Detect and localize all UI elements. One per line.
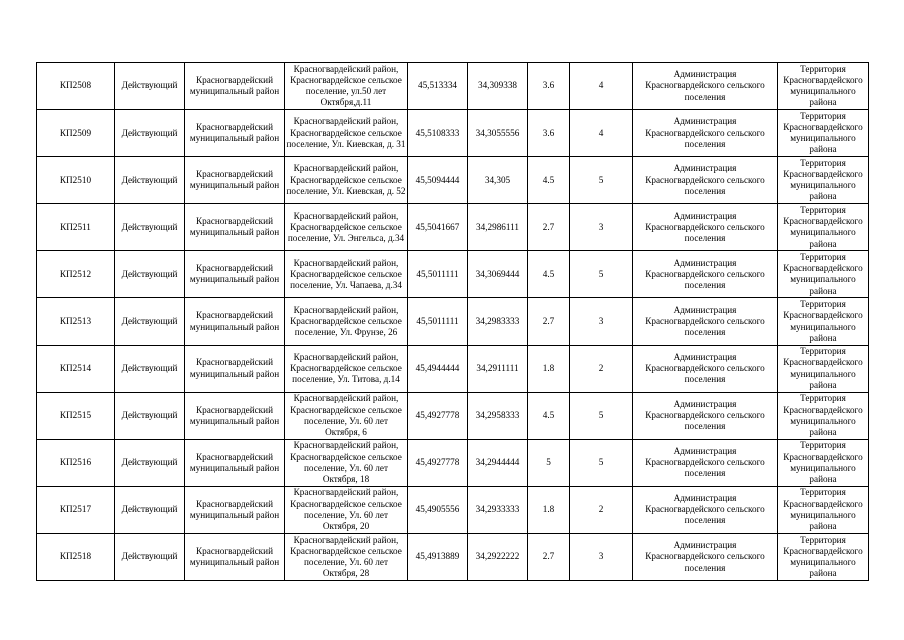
point-address: Красногвардейский район, Красногвардейское сельское поселение, Ул. 60 лет Октября, 28 xyxy=(285,533,408,580)
point-territory: Территория Красногвардейского муниципального района xyxy=(778,345,869,392)
point-address: Красногвардейский район, Красногвардейское сельское поселение, Ул. Энгельса, д.34 xyxy=(285,204,408,251)
point-latitude: 45,5041667 xyxy=(408,204,468,251)
table-row xyxy=(37,251,869,298)
point-owner: Администрация Красногвардейского сельского поселения xyxy=(633,157,778,204)
point-id: КП2513 xyxy=(37,298,115,345)
point-area: 4.5 xyxy=(528,157,570,204)
point-latitude: 45,513334 xyxy=(408,63,468,110)
point-area: 1.8 xyxy=(528,345,570,392)
point-longitude: 34,3069444 xyxy=(468,251,528,298)
point-owner: Администрация Красногвардейского сельского поселения xyxy=(633,439,778,486)
point-status: Действующий xyxy=(115,533,185,580)
point-id: КП2510 xyxy=(37,157,115,204)
point-latitude: 45,4913889 xyxy=(408,533,468,580)
table-row xyxy=(37,486,869,533)
point-territory: Территория Красногвардейского муниципального района xyxy=(778,63,869,110)
point-latitude: 45,4944444 xyxy=(408,345,468,392)
point-longitude: 34,2986111 xyxy=(468,204,528,251)
point-owner: Администрация Красногвардейского сельского поселения xyxy=(633,110,778,157)
point-status: Действующий xyxy=(115,345,185,392)
point-status: Действующий xyxy=(115,251,185,298)
point-status: Действующий xyxy=(115,392,185,439)
point-address: Красногвардейский район, Красногвардейское сельское поселение, Ул. Чапаева, д.34 xyxy=(285,251,408,298)
point-status: Действующий xyxy=(115,204,185,251)
point-status: Действующий xyxy=(115,63,185,110)
point-id: КП2516 xyxy=(37,439,115,486)
point-latitude: 45,5011111 xyxy=(408,251,468,298)
point-territory: Территория Красногвардейского муниципального района xyxy=(778,298,869,345)
point-container-count: 5 xyxy=(570,157,633,204)
point-status: Действующий xyxy=(115,486,185,533)
point-district: Красногвардейский муниципальный район xyxy=(185,204,285,251)
point-owner: Администрация Красногвардейского сельского поселения xyxy=(633,298,778,345)
point-area: 2.7 xyxy=(528,533,570,580)
point-area: 3.6 xyxy=(528,110,570,157)
point-district: Красногвардейский муниципальный район xyxy=(185,345,285,392)
point-owner: Администрация Красногвардейского сельского поселения xyxy=(633,392,778,439)
point-owner: Администрация Красногвардейского сельского поселения xyxy=(633,204,778,251)
point-district: Красногвардейский муниципальный район xyxy=(185,298,285,345)
point-district: Красногвардейский муниципальный район xyxy=(185,486,285,533)
point-district: Красногвардейский муниципальный район xyxy=(185,392,285,439)
table-row xyxy=(37,110,869,157)
point-area: 2.7 xyxy=(528,298,570,345)
point-area: 1.8 xyxy=(528,486,570,533)
point-longitude: 34,2958333 xyxy=(468,392,528,439)
point-id: КП2508 xyxy=(37,63,115,110)
point-address: Красногвардейский район, Красногвардейское сельское поселение, Ул. Киевская, д. 31 xyxy=(285,110,408,157)
point-id: КП2509 xyxy=(37,110,115,157)
point-territory: Территория Красногвардейского муниципального района xyxy=(778,204,869,251)
point-district: Красногвардейский муниципальный район xyxy=(185,63,285,110)
point-id: КП2517 xyxy=(37,486,115,533)
point-container-count: 2 xyxy=(570,486,633,533)
point-address: Красногвардейский район, Красногвардейское сельское поселение, Ул. Титова, д.14 xyxy=(285,345,408,392)
point-area: 4.5 xyxy=(528,392,570,439)
point-latitude: 45,5011111 xyxy=(408,298,468,345)
point-longitude: 34,305 xyxy=(468,157,528,204)
point-longitude: 34,3055556 xyxy=(468,110,528,157)
point-territory: Территория Красногвардейского муниципального района xyxy=(778,157,869,204)
point-latitude: 45,4927778 xyxy=(408,392,468,439)
point-area: 4.5 xyxy=(528,251,570,298)
point-latitude: 45,4927778 xyxy=(408,439,468,486)
table-row xyxy=(37,63,869,110)
point-owner: Администрация Красногвардейского сельского поселения xyxy=(633,345,778,392)
table-row xyxy=(37,439,869,486)
point-id: КП2514 xyxy=(37,345,115,392)
point-territory: Территория Красногвардейского муниципального района xyxy=(778,251,869,298)
table-row xyxy=(37,533,869,580)
point-longitude: 34,2983333 xyxy=(468,298,528,345)
point-territory: Территория Красногвардейского муниципального района xyxy=(778,486,869,533)
point-owner: Администрация Красногвардейского сельского поселения xyxy=(633,486,778,533)
point-id: КП2518 xyxy=(37,533,115,580)
point-area: 3.6 xyxy=(528,63,570,110)
point-district: Красногвардейский муниципальный район xyxy=(185,251,285,298)
point-district: Красногвардейский муниципальный район xyxy=(185,157,285,204)
point-territory: Территория Красногвардейского муниципального района xyxy=(778,110,869,157)
point-id: КП2512 xyxy=(37,251,115,298)
point-latitude: 45,5094444 xyxy=(408,157,468,204)
point-territory: Территория Красногвардейского муниципального района xyxy=(778,533,869,580)
point-latitude: 45,5108333 xyxy=(408,110,468,157)
point-district: Красногвардейский муниципальный район xyxy=(185,110,285,157)
point-longitude: 34,2911111 xyxy=(468,345,528,392)
point-address: Красногвардейский район, Красногвардейское сельское поселение, Ул. 60 лет Октября, 18 xyxy=(285,439,408,486)
point-id: КП2511 xyxy=(37,204,115,251)
point-container-count: 5 xyxy=(570,251,633,298)
point-territory: Территория Красногвардейского муниципального района xyxy=(778,439,869,486)
point-owner: Администрация Красногвардейского сельского поселения xyxy=(633,251,778,298)
point-container-count: 3 xyxy=(570,533,633,580)
point-container-count: 5 xyxy=(570,439,633,486)
point-container-count: 2 xyxy=(570,345,633,392)
point-address: Красногвардейский район, Красногвардейское сельское поселение, Ул. Фрунзе, 26 xyxy=(285,298,408,345)
point-address: Красногвардейский район, Красногвардейское сельское поселение, Ул. 60 лет Октября, 20 xyxy=(285,486,408,533)
point-area: 5 xyxy=(528,439,570,486)
point-district: Красногвардейский муниципальный район xyxy=(185,439,285,486)
point-address: Красногвардейский район, Красногвардейское сельское поселение, Ул. 60 лет Октября, 6 xyxy=(285,392,408,439)
point-longitude: 34,2933333 xyxy=(468,486,528,533)
point-owner: Администрация Красногвардейского сельского поселения xyxy=(633,63,778,110)
point-status: Действующий xyxy=(115,298,185,345)
point-area: 2.7 xyxy=(528,204,570,251)
point-status: Действующий xyxy=(115,110,185,157)
point-longitude: 34,2944444 xyxy=(468,439,528,486)
point-owner: Администрация Красногвардейского сельского поселения xyxy=(633,533,778,580)
point-territory: Территория Красногвардейского муниципального района xyxy=(778,392,869,439)
table-row xyxy=(37,157,869,204)
point-address: Красногвардейский район, Красногвардейское сельское поселение, ул.50 лет Октября,д.11 xyxy=(285,63,408,110)
table-row xyxy=(37,345,869,392)
point-status: Действующий xyxy=(115,439,185,486)
point-container-count: 4 xyxy=(570,63,633,110)
point-latitude: 45,4905556 xyxy=(408,486,468,533)
point-container-count: 3 xyxy=(570,298,633,345)
point-container-count: 5 xyxy=(570,392,633,439)
point-container-count: 3 xyxy=(570,204,633,251)
table-row xyxy=(37,204,869,251)
point-district: Красногвардейский муниципальный район xyxy=(185,533,285,580)
table-row xyxy=(37,392,869,439)
point-longitude: 34,309338 xyxy=(468,63,528,110)
point-id: КП2515 xyxy=(37,392,115,439)
point-longitude: 34,2922222 xyxy=(468,533,528,580)
collection-points-table xyxy=(36,62,869,581)
table-row xyxy=(37,298,869,345)
point-status: Действующий xyxy=(115,157,185,204)
point-address: Красногвардейский район, Красногвардейское сельское поселение, Ул. Киевская, д. 52 xyxy=(285,157,408,204)
point-container-count: 4 xyxy=(570,110,633,157)
